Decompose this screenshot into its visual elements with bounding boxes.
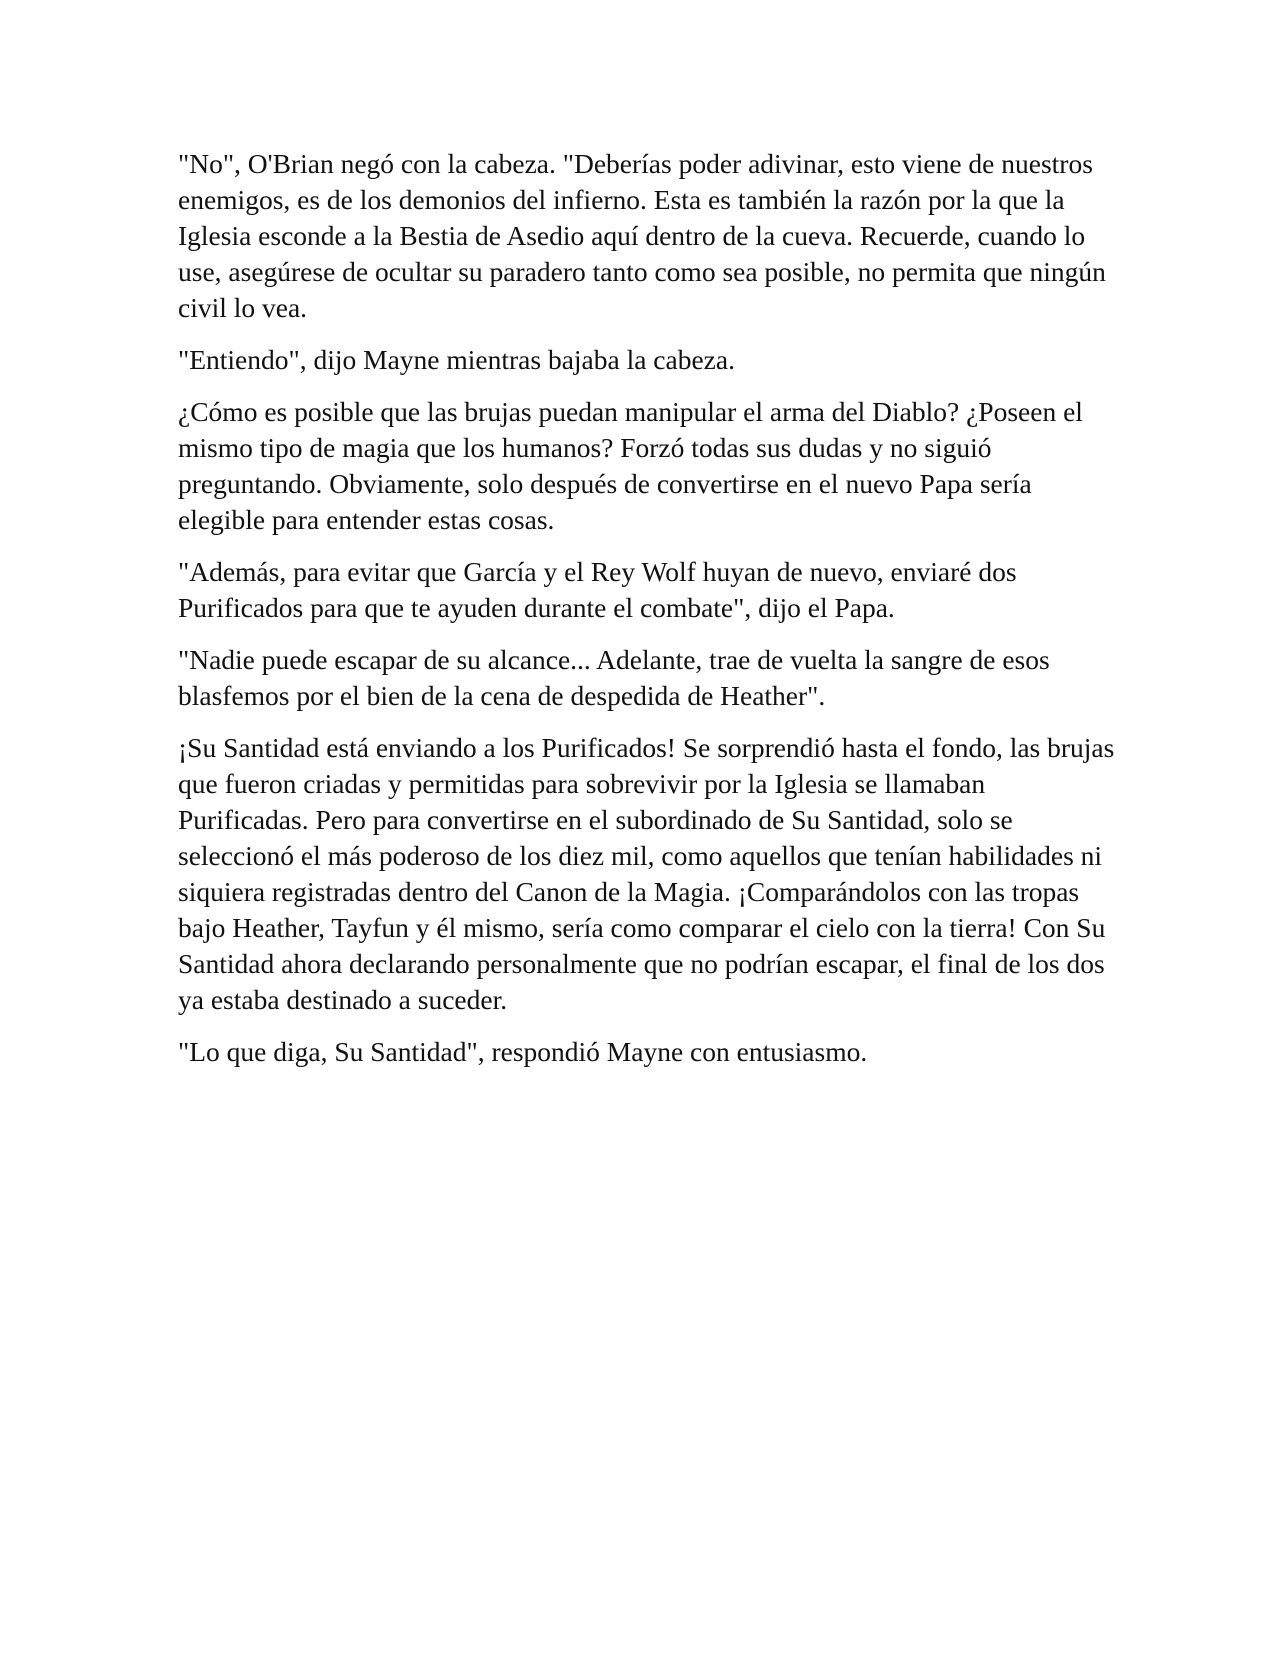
paragraph: "Entiendo", dijo Mayne mientras bajaba la cabeza.	[178, 344, 735, 375]
document-body	[178, 146, 1118, 1086]
paragraph: "Además, para evitar que García y el Rey Wolf huyan de nuevo, enviaré dos Purificados para que te ayuden durante el combate", dijo el Papa.	[178, 556, 1017, 623]
paragraph: "Nadie puede escapar de su alcance... Adelante, trae de vuelta la sangre de esos blasfemos por el bien de la cena de despedida de Heather".	[178, 644, 1050, 711]
paragraph: "Lo que diga, Su Santidad", respondió Mayne con entusiasmo.	[178, 1036, 868, 1067]
paragraph: ¿Cómo es posible que las brujas puedan manipular el arma del Diablo? ¿Poseen el mismo tipo de magia que los humanos? Forzó todas sus dudas y no siguió preguntando. Obviamente, solo después de convertirse en el nuevo Papa sería elegible para entender estas cosas.	[178, 396, 1083, 535]
paragraph: ¡Su Santidad está enviando a los Purificados! Se sorprendió hasta el fondo, las brujas que fueron criadas y permitidas para sobrevivir por la Iglesia se llamaban Purificadas. Pero para convertirse en el subordinado de Su Santidad, solo se seleccionó el más poderoso de los diez mil, como aquellos que tenían habilidades ni siquiera registradas dentro del Canon de la Magia. ¡Comparándolos con las tropas bajo Heather, Tayfun y él mismo, sería como comparar el cielo con la tierra! Con Su Santidad ahora declarando personalmente que no podrían escapar, el final de los dos ya estaba destinado a suceder.	[178, 732, 1115, 1015]
paragraph: "No", O'Brian negó con la cabeza. "Deberías poder adivinar, esto viene de nuestros enemigos, es de los demonios del infierno. Esta es también la razón por la que la Iglesia esconde a la Bestia de Asedio aquí dentro de la cueva. Recuerde, cuando lo use, asegúrese de ocultar su paradero tanto como sea posible, no permita que ningún civil lo vea.	[178, 148, 1106, 323]
